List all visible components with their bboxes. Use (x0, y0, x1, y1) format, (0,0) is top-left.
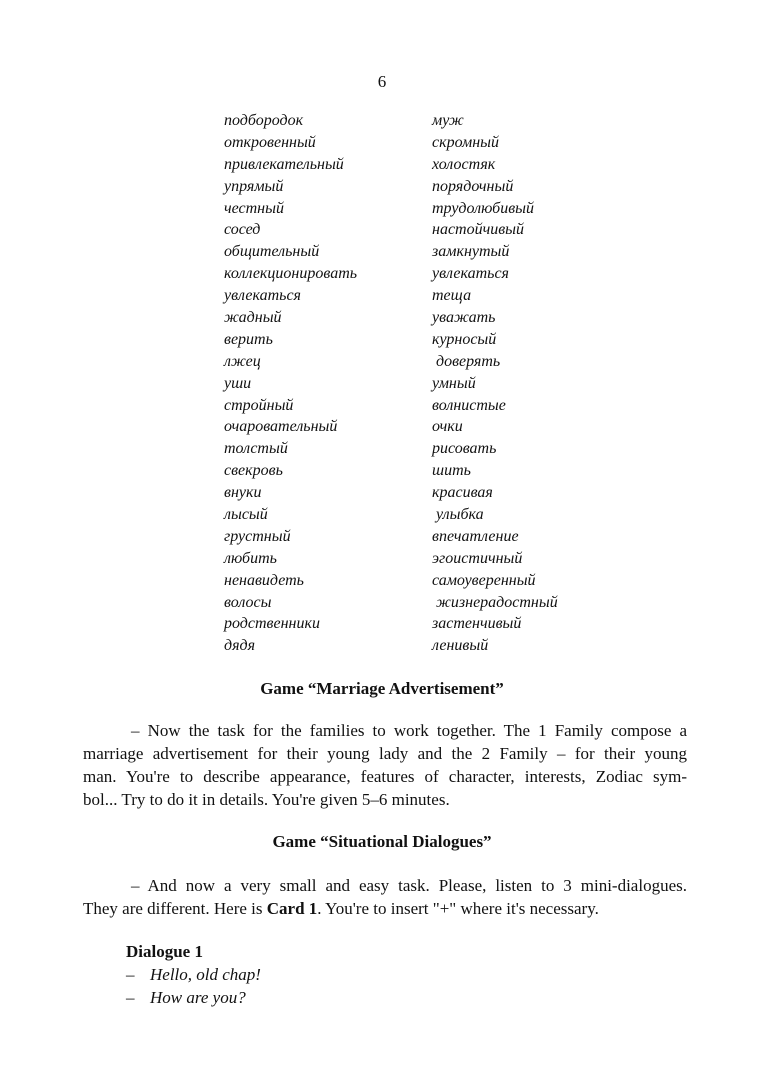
vocab-word-right: очки (432, 418, 463, 436)
vocab-row (224, 110, 644, 132)
vocab-row (224, 263, 644, 285)
vocab-word-right: муж (432, 112, 464, 129)
vocab-word-left: честный (224, 199, 284, 217)
dialogue-line (126, 965, 261, 985)
vocab-word-left: толстый (224, 440, 288, 458)
vocab-word-left: свекровь (224, 462, 283, 480)
vocab-word-left: уши (224, 374, 252, 392)
paragraph-situational-dialogues (83, 874, 687, 920)
vocab-word-left: откровенный (224, 133, 316, 151)
vocab-row (224, 219, 644, 241)
dialogue-line (126, 988, 246, 1008)
vocab-word-left: верить (224, 330, 273, 348)
vocab-word-left: родственники (224, 615, 320, 633)
vocab-word-left: подбородок (224, 112, 304, 129)
vocab-word-left: грустный (224, 527, 291, 545)
vocab-word-right: застенчивый (432, 615, 522, 633)
vocab-row (224, 482, 644, 504)
paragraph-line: marriage advertisement for their young lady and the 2 Family – for their young (83, 744, 687, 763)
vocab-word-left: лжец (224, 352, 261, 370)
vocab-word-left: общительный (224, 243, 320, 261)
vocab-word-left: волосы (224, 593, 272, 611)
vocab-row (224, 373, 644, 395)
vocab-word-right: курносый (432, 330, 497, 348)
vocab-row (224, 307, 644, 329)
vocab-row (224, 176, 644, 198)
vocab-row (224, 285, 644, 307)
vocabulary-list (224, 110, 644, 657)
vocab-word-left: упрямый (224, 177, 284, 195)
vocab-row (224, 526, 644, 548)
vocab-word-right: скромный (432, 133, 499, 151)
vocab-word-left: сосед (224, 221, 261, 239)
vocab-word-right: замкнутый (432, 243, 510, 261)
paragraph-line: bol... Try to do it in details. You're given 5–6 minutes. (83, 790, 450, 809)
vocab-word-right: улыбка (432, 506, 484, 524)
vocab-word-right: рисовать (432, 440, 497, 458)
vocab-word-left: очаровательный (224, 418, 338, 436)
vocab-word-left: дядя (224, 637, 256, 655)
dash: – (126, 965, 135, 984)
vocab-row (224, 438, 644, 460)
vocab-row (224, 132, 644, 154)
vocab-row (224, 613, 644, 635)
vocab-row (224, 395, 644, 417)
dialogue-title: Dialogue 1 (126, 942, 203, 961)
dialogue-line-text: Hello, old chap! (150, 965, 261, 984)
paragraph-line: – Now the task for the families to work together. The 1 Family compose a (131, 721, 687, 740)
vocab-row (224, 241, 644, 263)
vocab-word-right: уважать (432, 309, 496, 327)
vocab-word-left: внуки (224, 484, 262, 502)
vocab-row (224, 548, 644, 570)
vocab-word-left: лысый (224, 506, 268, 524)
paragraph-line: – And now a very small and easy task. Please, listen to 3 mini-dialogues. (131, 876, 687, 895)
vocab-row (224, 329, 644, 351)
page-number: 6 (377, 72, 387, 91)
vocab-word-right: увлекаться (432, 265, 509, 283)
vocab-word-left: привлекательный (224, 155, 344, 173)
vocab-word-right: теща (432, 287, 472, 305)
vocab-word-right: порядочный (432, 177, 514, 195)
vocab-word-right: холостяк (432, 155, 496, 173)
vocab-word-right: доверять (432, 352, 501, 370)
vocab-word-right: эгоистичный (432, 549, 523, 567)
vocab-word-left: увлекаться (224, 287, 301, 305)
paragraph-line: man. You're to describe appearance, features of character, interests, Zodiac sym- (83, 767, 687, 786)
vocab-row (224, 635, 644, 657)
vocab-row (224, 416, 644, 438)
vocab-row (224, 504, 644, 526)
vocab-row (224, 570, 644, 592)
vocab-word-right: трудолюбивый (432, 199, 534, 217)
dash: – (126, 988, 135, 1007)
vocab-word-right: впечатление (432, 527, 519, 545)
vocab-word-left: любить (224, 549, 277, 567)
vocab-word-right: ленивый (432, 637, 489, 655)
card-reference: Card 1 (266, 899, 318, 918)
vocab-row (224, 198, 644, 220)
paragraph-marriage-advertisement (83, 719, 687, 811)
section-title-situational-dialogues: Game “Situational Dialogues” (272, 832, 492, 851)
vocab-row (224, 351, 644, 373)
vocab-word-right: настойчивый (432, 221, 525, 239)
dialogue-line-text: How are you? (150, 988, 246, 1007)
vocab-row (224, 460, 644, 482)
section-title-marriage-advertisement: Game “Marriage Advertisement” (260, 679, 504, 698)
vocab-word-right: волнистые (432, 396, 506, 414)
text-run: . You're to insert "+" where it's necessary. (317, 899, 599, 918)
vocab-row (224, 592, 644, 614)
text-run: They are different. Here is (83, 899, 267, 918)
vocab-word-right: умный (432, 374, 476, 392)
vocab-word-right: самоуверенный (432, 571, 536, 589)
paragraph-line (83, 897, 687, 920)
vocab-word-left: жадный (224, 309, 282, 327)
vocab-word-left: ненавидеть (224, 571, 304, 589)
vocab-word-right: шить (432, 462, 471, 480)
vocab-word-right: жизнерадостный (432, 593, 558, 611)
vocab-word-left: коллекционировать (224, 265, 358, 283)
vocab-word-right: красивая (432, 484, 493, 502)
vocab-word-left: стройный (224, 396, 294, 414)
vocab-row (224, 154, 644, 176)
